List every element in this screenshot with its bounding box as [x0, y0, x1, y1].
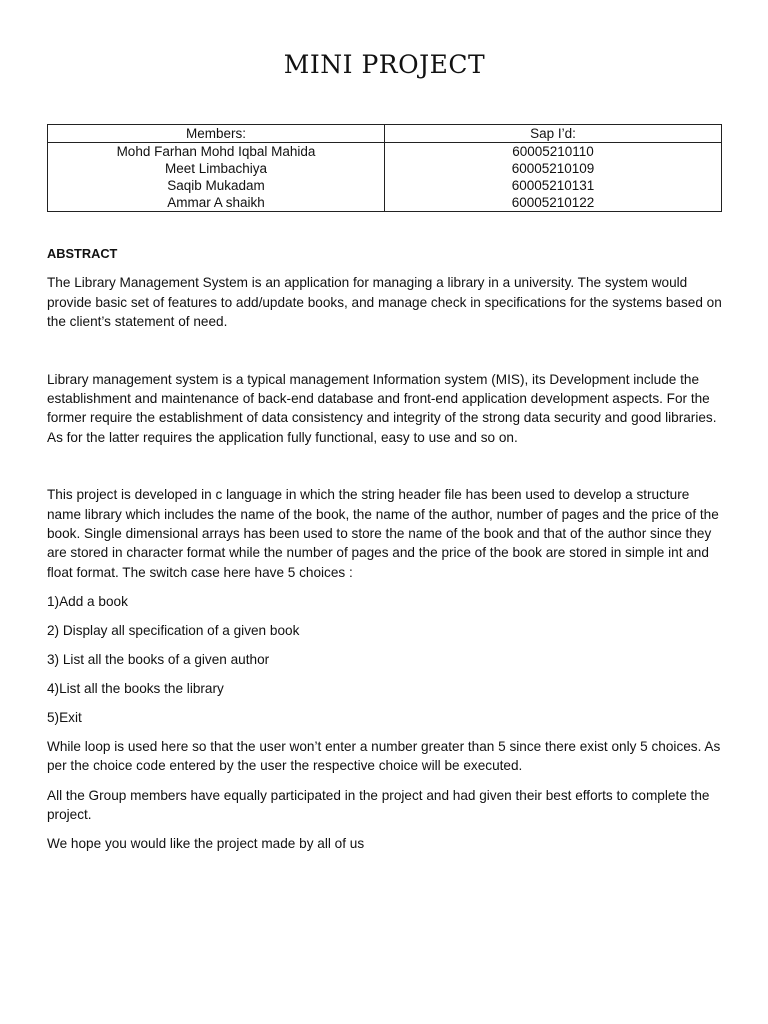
table-row	[48, 177, 722, 194]
closing-paragraph: We hope you would like the project made by all of us	[47, 836, 365, 852]
member-sap-id: 60005210131	[385, 177, 722, 194]
table-row	[48, 160, 722, 177]
member-name: Ammar A shaikh	[48, 194, 385, 212]
member-name: Saqib Mukadam	[48, 177, 385, 194]
table-row	[48, 143, 722, 161]
choice-item: 5)Exit	[47, 709, 82, 725]
abstract-paragraph: Library management system is a typical management Information system (MIS), its Development include the establishment and maintenance of back-end database and front-end application development aspects. For the former require the establishment of data consistency and integrity of the strong data security and good libraries. As for the latter requires the application fully functional, easy to use and so on.	[47, 371, 717, 445]
member-sap-id: 60005210122	[385, 194, 722, 212]
members-column-header: Members:	[48, 125, 385, 143]
abstract-heading: ABSTRACT	[47, 246, 118, 261]
table-row	[48, 194, 722, 212]
choice-item: 1)Add a book	[47, 594, 128, 610]
closing-paragraph: All the Group members have equally participated in the project and had given their best efforts to complete the project.	[47, 787, 710, 823]
member-name: Mohd Farhan Mohd Iqbal Mahida	[48, 143, 385, 161]
table-header-row	[48, 125, 722, 143]
abstract-paragraph: This project is developed in c language in which the string header file has been used to develop a structure name library which includes the name of the book, the name of the author, number of pages and the price of the book. Single dimensional arrays has been used to store the name of the book and that of the author since they are stored in character format while the number of pages and the price of the book are stored in simple int and float format. The switch case here have 5 choices :	[47, 487, 719, 580]
member-sap-id: 60005210109	[385, 160, 722, 177]
abstract-section	[47, 244, 727, 864]
choice-item: 2) Display all specification of a given book	[47, 623, 300, 639]
member-name: Meet Limbachiya	[48, 160, 385, 177]
choice-item: 3) List all the books of a given author	[47, 652, 270, 668]
choice-item: 4)List all the books the library	[47, 681, 224, 696]
page-title: MINI PROJECT	[283, 50, 486, 79]
closing-paragraph: While loop is used here so that the user won’t enter a number greater than 5 since there exist only 5 choices. As per the choice code entered by the user the respective choice will be executed.	[47, 738, 721, 774]
sap-id-column-header: Sap I’d:	[385, 125, 722, 143]
members-table	[47, 124, 722, 212]
member-sap-id: 60005210110	[385, 143, 722, 161]
abstract-paragraph: The Library Management System is an application for managing a library in a university. The system would provide basic set of features to add/update books, and manage check in specifications for the systems based on the client’s statement of need.	[47, 275, 722, 330]
